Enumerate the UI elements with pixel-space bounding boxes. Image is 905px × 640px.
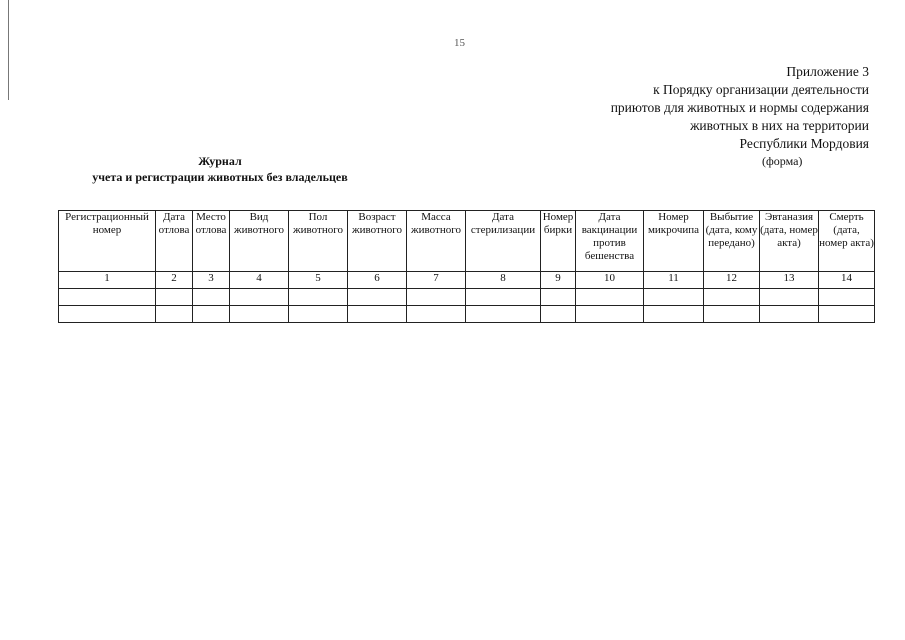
header-cell: Место отлова <box>193 211 230 272</box>
empty-cell <box>156 306 193 323</box>
empty-table-row <box>59 289 875 306</box>
journal-title-line2: учета и регистрации животных без владельцев <box>92 170 348 184</box>
header-row <box>59 211 875 272</box>
column-number: 6 <box>348 272 407 289</box>
column-number: 5 <box>289 272 348 289</box>
column-number: 3 <box>193 272 230 289</box>
header-cell: Дата вакцинации против бешенства <box>576 211 644 272</box>
empty-cell <box>644 289 704 306</box>
header-cell: Номер микрочипа <box>644 211 704 272</box>
empty-cell <box>59 289 156 306</box>
empty-cell <box>466 306 541 323</box>
appendix-line: Приложение 3 <box>786 64 869 79</box>
empty-cell <box>704 289 760 306</box>
empty-cell <box>541 289 576 306</box>
column-number: 7 <box>407 272 466 289</box>
column-number-row <box>59 272 875 289</box>
column-number: 10 <box>576 272 644 289</box>
page-number: 15 <box>454 37 465 49</box>
column-number: 8 <box>466 272 541 289</box>
form-label: (форма) <box>762 154 803 168</box>
appendix-heading <box>611 63 869 153</box>
empty-cell <box>348 289 407 306</box>
header-cell: Дата стерилизации <box>466 211 541 272</box>
empty-cell <box>576 306 644 323</box>
appendix-line: животных в них на территории <box>690 118 869 133</box>
empty-cell <box>541 306 576 323</box>
appendix-line: приютов для животных и нормы содержания <box>610 100 869 115</box>
registration-journal-table <box>58 210 875 323</box>
appendix-line: к Порядку организации деятельности <box>653 82 869 97</box>
header-cell: Выбытие (дата, кому передано) <box>704 211 760 272</box>
empty-cell <box>407 289 466 306</box>
column-number: 9 <box>541 272 576 289</box>
header-cell: Пол животного <box>289 211 348 272</box>
empty-cell <box>230 306 289 323</box>
header-cell: Эвтаназия (дата, номер акта) <box>760 211 819 272</box>
empty-cell <box>644 306 704 323</box>
empty-cell <box>576 289 644 306</box>
empty-cell <box>348 306 407 323</box>
column-number: 11 <box>644 272 704 289</box>
appendix-line: Республики Мордовия <box>739 136 869 151</box>
empty-cell <box>193 289 230 306</box>
header-cell: Номер бирки <box>541 211 576 272</box>
header-cell: Вид животного <box>230 211 289 272</box>
column-number: 1 <box>59 272 156 289</box>
left-margin-line <box>8 0 9 100</box>
column-number: 2 <box>156 272 193 289</box>
empty-cell <box>230 289 289 306</box>
column-number: 4 <box>230 272 289 289</box>
column-number: 14 <box>819 272 875 289</box>
header-cell: Дата отлова <box>156 211 193 272</box>
header-cell: Масса животного <box>407 211 466 272</box>
journal-title-line1: Журнал <box>198 154 242 168</box>
empty-cell <box>289 306 348 323</box>
empty-cell <box>819 289 875 306</box>
empty-cell <box>407 306 466 323</box>
column-number: 12 <box>704 272 760 289</box>
empty-cell <box>193 306 230 323</box>
column-number: 13 <box>760 272 819 289</box>
empty-cell <box>289 289 348 306</box>
empty-table-row <box>59 306 875 323</box>
header-cell: Регистрационный номер <box>59 211 156 272</box>
header-cell: Возраст животного <box>348 211 407 272</box>
journal-title <box>70 153 370 185</box>
empty-cell <box>156 289 193 306</box>
empty-cell <box>760 306 819 323</box>
empty-cell <box>760 289 819 306</box>
empty-cell <box>819 306 875 323</box>
empty-cell <box>704 306 760 323</box>
empty-cell <box>59 306 156 323</box>
header-cell: Смерть (дата, номер акта) <box>819 211 875 272</box>
empty-cell <box>466 289 541 306</box>
